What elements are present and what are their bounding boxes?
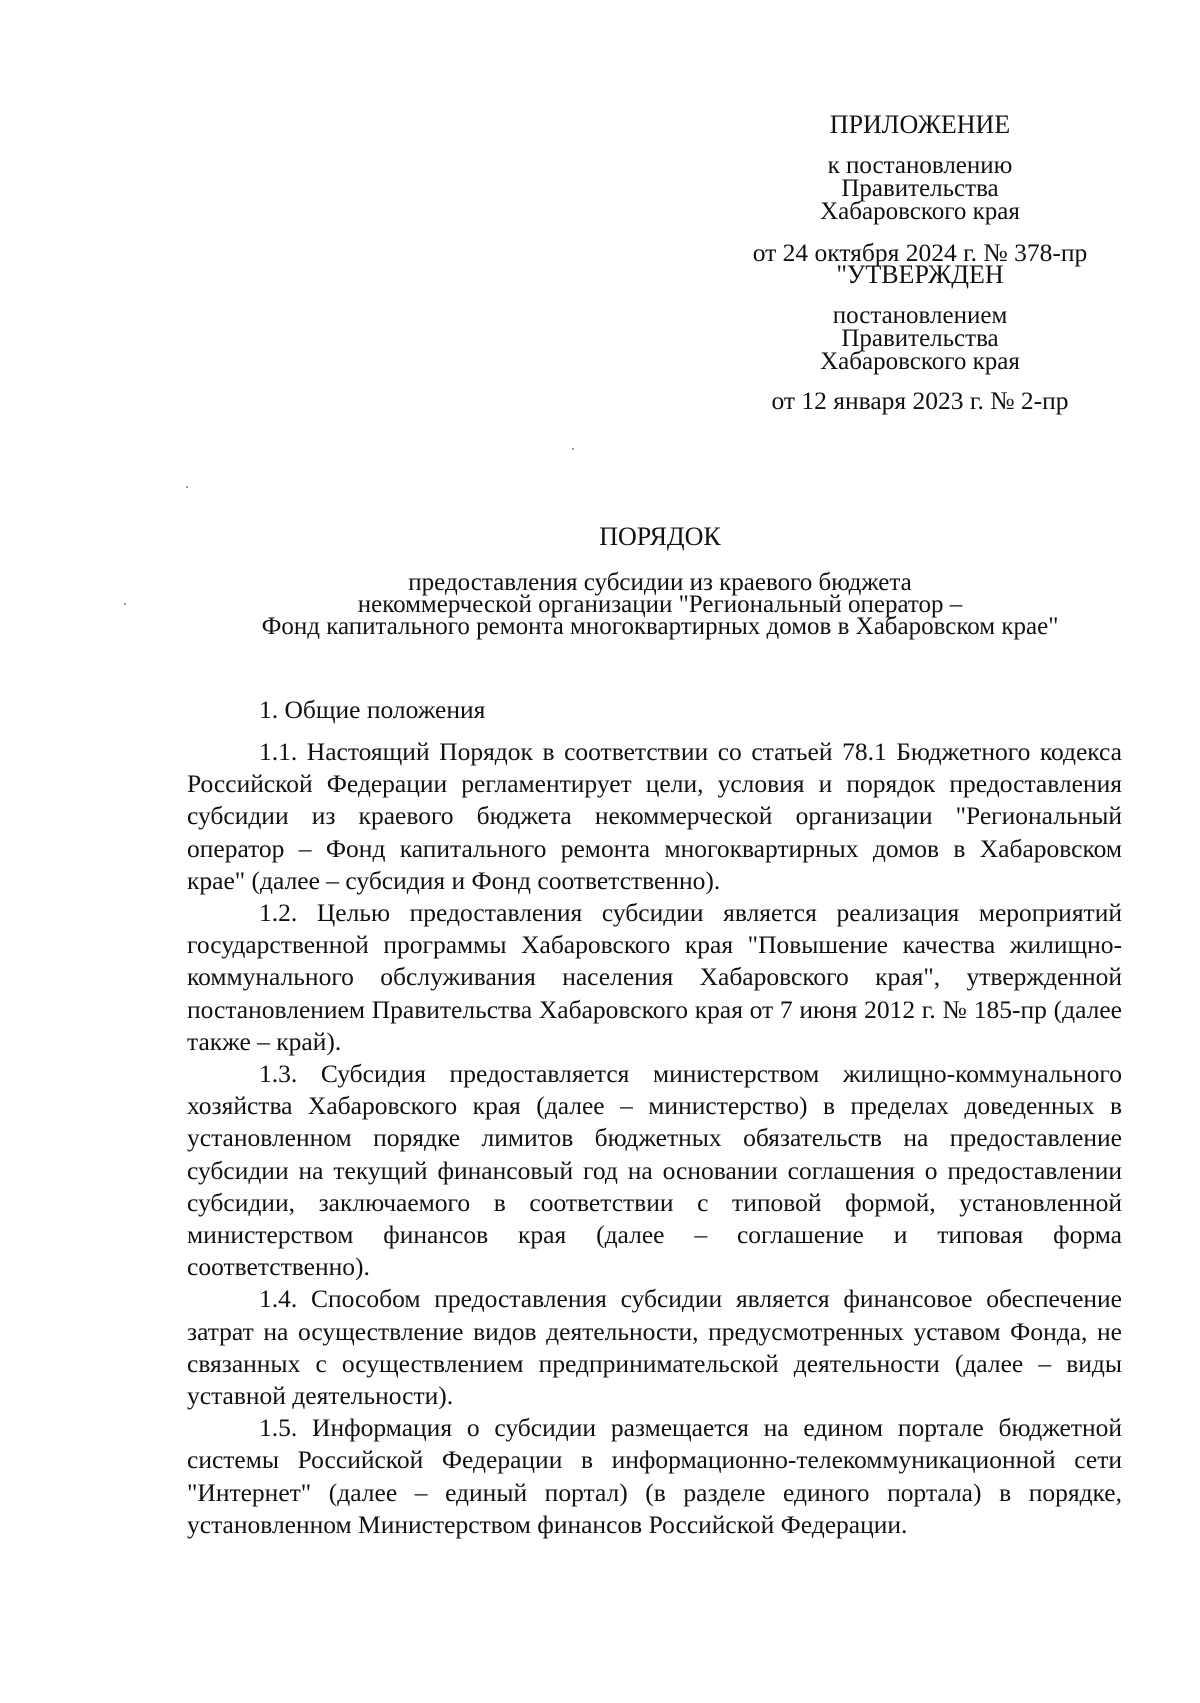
appendix-block (720, 110, 1120, 267)
paragraph: 1.4. Способом предоставления субсидии является финансовое обеспечение затрат на осуществление видов деятельности, предусмотренных уставом Фонда, не связанных с осуществлением предпринимательской деятельности (далее – виды уставной деятельности). (187, 1284, 1122, 1411)
paragraph: 1.1. Настоящий Порядок в соответствии со статьей 78.1 Бюджетного кодекса Российской Федерации регламентирует цели, условия и порядок предоставления субсидии из краевого бюджета некоммерческой организации "Региональный оператор – Фонд капитального ремонта многоквартирных домов в Хабаровском крае" (далее – субсидия и Фонд соответственно). (187, 737, 1122, 895)
approved-line: постановлением (832, 302, 1008, 329)
document-subtitle-line: некоммерческой организации "Региональный оператор – (357, 591, 963, 618)
document-title: ПОРЯДОК (599, 522, 721, 551)
document-body (187, 694, 1122, 1541)
paragraph: 1.3. Субсидия предоставляется министерством жилищно-коммунального хозяйства Хабаровского края (далее – министерство) в пределах доведенных в установленном порядке лимитов бюджетных обязательств на предоставление субсидии на текущий финансовый год на основании соглашения о предоставлении субсидии, заключаемого в соответствии с типовой формой, установленной министерством финансов края (далее – соглашение и типовая форма соответственно). (187, 1059, 1122, 1282)
scan-speck (572, 448, 574, 450)
scan-speck (186, 486, 188, 488)
approved-line: Правительства (841, 325, 999, 352)
appendix-heading: ПРИЛОЖЕНИЕ (829, 110, 1011, 139)
approved-date: от 12 января 2023 г. № 2-пр (771, 386, 1069, 415)
paragraph: 1.2. Целью предоставления субсидии является реализация мероприятий государственной программы Хабаровского края "Повышение качества жилищно-коммунального обслуживания населения Хабаровского края", утвержденной постановлением Правительства Хабаровского края от 7 июня 2012 г. № 185-пр (далее также – край). (187, 898, 1122, 1056)
paragraph: 1.5. Информация о субсидии размещается на едином портале бюджетной системы Российской Федерации в информационно-телекоммуникационной сети "Интернет" (далее – единый портал) (в разделе единого портала) в порядке, установленном Министерством финансов Российской Федерации. (187, 1413, 1122, 1539)
document-subtitle-line: Фонд капитального ремонта многоквартирных домов в Хабаровском крае" (261, 613, 1059, 640)
scan-speck (124, 603, 126, 605)
approved-line: Хабаровского края (820, 348, 1020, 375)
section-heading: 1. Общие положения (259, 695, 486, 724)
document-subtitle-line: предоставления субсидии из краевого бюджета (408, 569, 912, 596)
approved-heading: "УТВЕРЖДЕН (836, 260, 1004, 289)
approved-block (720, 260, 1120, 415)
document-title-block (180, 522, 1140, 638)
appendix-line: Правительства (841, 175, 999, 202)
appendix-line: к постановлению (827, 152, 1013, 179)
appendix-line: Хабаровского края (820, 198, 1020, 225)
appendix-date: от 24 октября 2024 г. № 378-пр (752, 238, 1088, 267)
